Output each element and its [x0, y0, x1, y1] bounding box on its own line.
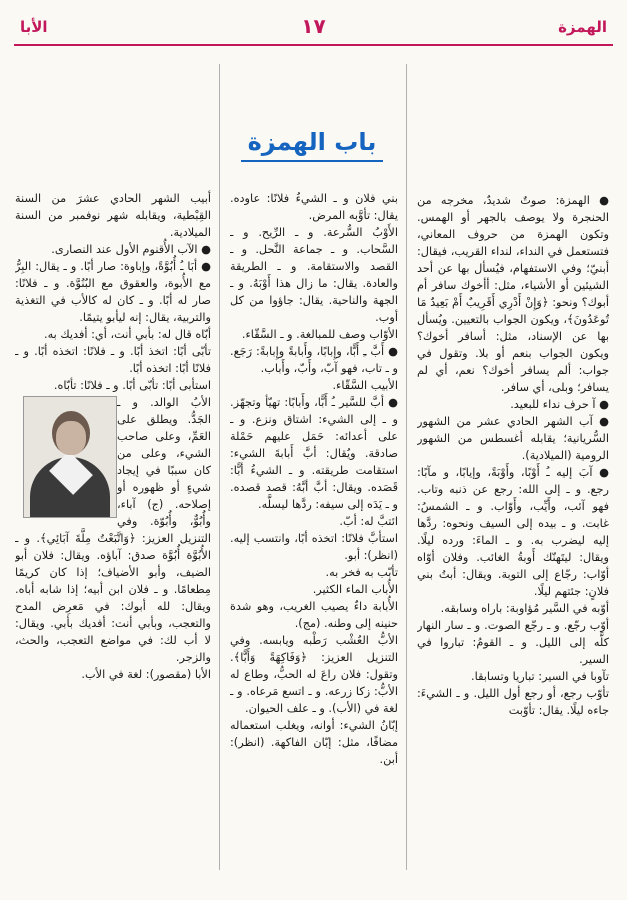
entry-aa: ● آ حرف نداء للبعيد. — [510, 398, 609, 411]
entry-continued: بني فلان و ـ الشيءُ فلانًا: عاوده. يقال: تأوَّبه المرض. — [230, 192, 398, 222]
entry-alabib: الأبيب السَّقّاء. — [332, 379, 398, 392]
header-right-word: الهمزة — [558, 18, 607, 36]
entry-istabba: استأبَّ فلانًا: اتخذه أبًا، وانتسب إليه. (انظر): أبو. — [230, 532, 398, 562]
section-title: باب الهمزة — [247, 128, 377, 156]
header-left-word: الأبا — [20, 18, 48, 36]
column-middle — [230, 190, 398, 886]
entry-taabba: تأبّى أبًا: اتخذ أبًا. و ـ فلانًا: اتخذه أبًا. و ـ فلانًا أبًا: اتخذه أبًا. — [15, 345, 211, 375]
header-rule — [14, 44, 613, 46]
column-divider — [219, 64, 220, 870]
entry-aba: ● أبَا ـُ أُبُوَّةً، وإباوة: صار أبًا. و ـ يقال: البِرُّ مع الأُبوة، والعقوق مع البُنُوَّة. و ـ فلانًا: صار له أبًا. و ـ كان له كالأب في التغذية والتربية، يقال: إنه ليأبو يتيمًا. — [15, 260, 211, 324]
entry-abba-2: ● أبَّ للسَّير ـُ أَبًّا، وأَبابًا: تهيّأ وتجهّز. و ـ إلى الشيء: اشتاق ونزع. و ـ على أعدائه: حَمَل عليهم حَمْلة صادقة. ويُقال: أبَّ أَبابةَ الشيء: استقامت طريقته. و ـ الشيءُ أبًّا: قَصَده. ويقال: أبَّ أبَّهُ: قصد قصده. و ـ يَدَه إلى سيفه: ردَّها ليسلَّه. — [230, 396, 398, 511]
entry-alawb: الأَوْبُ السُّرعة. و ـ الرِّيح. و ـ السَّحاب. و ـ جماعة النَّحل. و ـ القصد والاستقامة. و ـ الطريقة والعادة. يقال: ما زال هذا أَوْبَهُ. و ـ الجهة والناحية. يقال: جاؤوا من كل أوب. — [230, 226, 398, 324]
entry-alaab: ● الآب الأُقنوم الأول عند النصارى. — [51, 243, 211, 256]
entry-itabba: ائتبَّ له: أبّ. — [339, 515, 398, 528]
entry-alaba-maqsur: الأبا (مقصور): لغة في الأب. — [81, 668, 211, 681]
entry-abib: أبيب الشهر الحادي عشرَ من السنة القِبْطية، ويقابله شهر نوفمبر من السنة الميلادية. — [15, 192, 211, 239]
entry-aab-month: ● آب الشهر الحادي عشر من الشهور السُّريانية؛ يقابله أغسطس من الشهور الرومية (الميلادية). — [417, 415, 609, 462]
entry-alubaba: الأُبابة داءٌ يصيب الغريب، وهو شدة حنينه إلى وطنه. (مج). — [230, 600, 398, 630]
entry-aaba: ● آبَ إليه ـُ أَوْبًا، وأَوْبَةً، وإيابًا، و مآبًا: رجع. و ـ إلى الله: رجع عن ذنبه وتاب. فهو آئب، وأَيِّب، وأَوّاب. و ـ الشمسُ: غابت. و ـ بيده إلى السيف ونحوه: ردَّها إليه ليضرب به. و ـ الماءَ: ورده ليلًا. ويقال: ليتَهنّك أَوبةُ الغائب. وفلان أوّاه أوّاب: رجّاع إلى التوبة. ويقال: أبتُ بني فلانٍ: جئتهم ليلًا. — [417, 466, 609, 598]
entry-taawwaba: تأوّب رجع، أو رجع أول الليل. و ـ الشيءَ: جاءه ليلًا. يقال: تأوّبت — [417, 687, 609, 717]
entry-alabb: الأبُّ العُشْب رَطْبه ويابسه. وفي التنزيل العزيز: ﴿وَفَاكِهَةً وَأَبًّا﴾. وتقول: فلان راعَ له الحبُّ، وطاع له الأبُّ: زكا زرعه. و ـ اتسع مَرعاه. و ـ لغة في (الأب). و ـ علف الحيوان. — [230, 634, 398, 715]
entry-taawaba: تآوبا في السير: تباريا وتسابقا. — [471, 670, 609, 683]
entry-alawwab: الأوّاب وصف للمبالغة. و ـ السَّقّاء. — [241, 328, 398, 341]
entry-abba-1: ● أَبَّ ـِ أَبًّا، وإِبابًا، وأَبابةً وإِبابةً: رَجَع. و ـ تاب، فهو آبّ، وأَبّ، وأَباب. — [230, 345, 398, 375]
column-left — [15, 190, 211, 886]
entry-hamza: ● الهمزة: صوتٌ شديدٌ، مخرجه من الحنجرة ولا يوصف بالجهر أو الهمس. وتكون الهمزة من حروف المعاني، فتستعمل في النداء، لنداء القريب، فيقال: أبنيّ؛ وفي الاستفهام، فيُسأل بها عن أحد الشيئين أو الأشياء، مثل: أأخوك سافر أم أبوك؟ ونحو: ﴿وَإِنْ أَدْرِي أَقَرِيبٌ أَمْ بَعِيدٌ مَا تُوعَدُونَ﴾، ويكون الجواب بالتعيين. ويُسأل بها عن الإسناد، مثل: أسافر أخوك؟ ويكون الجواب بنعم أو بلا. وتقول في جواب: ألم يسافر أخوك؟ نعم، أي لم يسافر؛ وبلى، أي سافر. — [417, 194, 609, 394]
entry-alab: الأبُ الوالد. و ـ الجَدُّ. ويطلق على العَمِّ، وعلى صاحب الشيء، وعلى من كان سببًا في إيجاد شيءٍ أو ظهوره أو إصلاحه. (ج) آباء، وأُبُوٌّ، وأُبُوّة. وفي التنزيل العزيز: ﴿وَاتَّبَعْتُ مِلَّةَ آبَائِي﴾. و ـ الأُبُوَّة أُبُوَّة صدق: آباؤه. ويقال: فلان أبو الضيف، وأبو الأضياف؛ إذا كان كريمًا مِطعامًا. و ـ فلان ابن أبيه؛ إذا شابه أباه. ويقال: لله أبوك: في مَعرِض المدح والتعجب، وبأبي أنت: أفديك بأبي. ويقال: لا أب لك: في مواضع التعجب، والحث، والزجر. — [15, 396, 211, 664]
entry-abbahu: أبّاه قال له: بأبي أنت، أي: أفديك به. — [43, 328, 211, 341]
entry-istaaba: استأبى أبًا: تأبّى أبًا. و ـ فلانًا: تأبّاه. — [53, 379, 211, 392]
portrait-photo — [23, 396, 117, 518]
column-right — [417, 64, 609, 886]
page-number: ١٧ — [301, 14, 326, 38]
section-title-rule — [241, 160, 383, 162]
page-header — [14, 14, 613, 42]
entry-alubab: الأُباب الماء الكثير. — [312, 583, 398, 596]
entry-awwabahu: أوّبه في السَّير مُؤاوبة: باراه وسابقه. — [440, 602, 609, 615]
show-through-text — [417, 64, 609, 192]
entry-awwaba: أوّب رجّع. و ـ رجّع الصوت. و ـ سار النهار كلَّه إلى الليل. و ـ القومُ: تباروا في السير. — [417, 619, 609, 666]
entry-taabbaba: تأبّب به فخر به. — [325, 566, 398, 579]
column-divider — [406, 64, 407, 870]
entry-ibban: إبّانُ الشيء: أوانه، ويغلب استعماله مضافًا، مثل: إبّان الفاكهة. (انظر): أبن. — [230, 719, 398, 766]
